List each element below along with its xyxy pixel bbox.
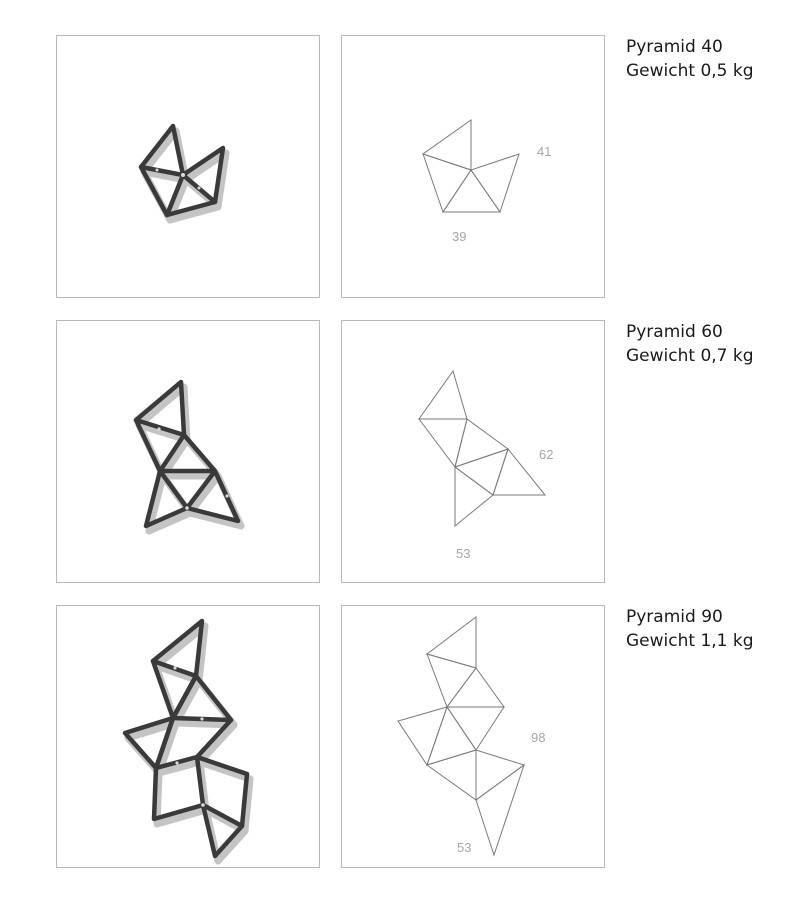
pyramid-60-net-diagram	[342, 321, 604, 582]
pyramid-90-net-diagram	[342, 606, 604, 867]
side-dimension-label: 41	[537, 144, 552, 159]
side-dimension-label: 98	[531, 730, 546, 745]
diagram-panel-pyramid-90	[341, 605, 605, 868]
bottom-dimension-label: 39	[452, 229, 467, 244]
bottom-dimension-label: 53	[457, 840, 472, 855]
diagram-panel-pyramid-60	[341, 320, 605, 583]
product-weight: Gewicht 0,5 kg	[626, 61, 754, 81]
pyramid-40-net-diagram	[342, 36, 604, 297]
product-name: Pyramid 90	[626, 607, 723, 627]
product-name: Pyramid 40	[626, 37, 723, 57]
product-name: Pyramid 60	[626, 322, 723, 342]
side-dimension-label: 62	[539, 447, 554, 462]
pyramid-90-photo	[57, 606, 319, 867]
caption-pyramid-40	[626, 35, 754, 83]
diagram-panel-pyramid-40	[341, 35, 605, 298]
pyramid-40-photo	[57, 36, 319, 297]
photo-panel-pyramid-90	[56, 605, 320, 868]
caption-pyramid-90	[626, 605, 754, 653]
bottom-dimension-label: 53	[456, 546, 471, 561]
caption-pyramid-60	[626, 320, 754, 368]
product-weight: Gewicht 1,1 kg	[626, 631, 754, 651]
photo-panel-pyramid-40	[56, 35, 320, 298]
pyramid-60-photo	[57, 321, 319, 582]
product-weight: Gewicht 0,7 kg	[626, 346, 754, 366]
photo-panel-pyramid-60	[56, 320, 320, 583]
